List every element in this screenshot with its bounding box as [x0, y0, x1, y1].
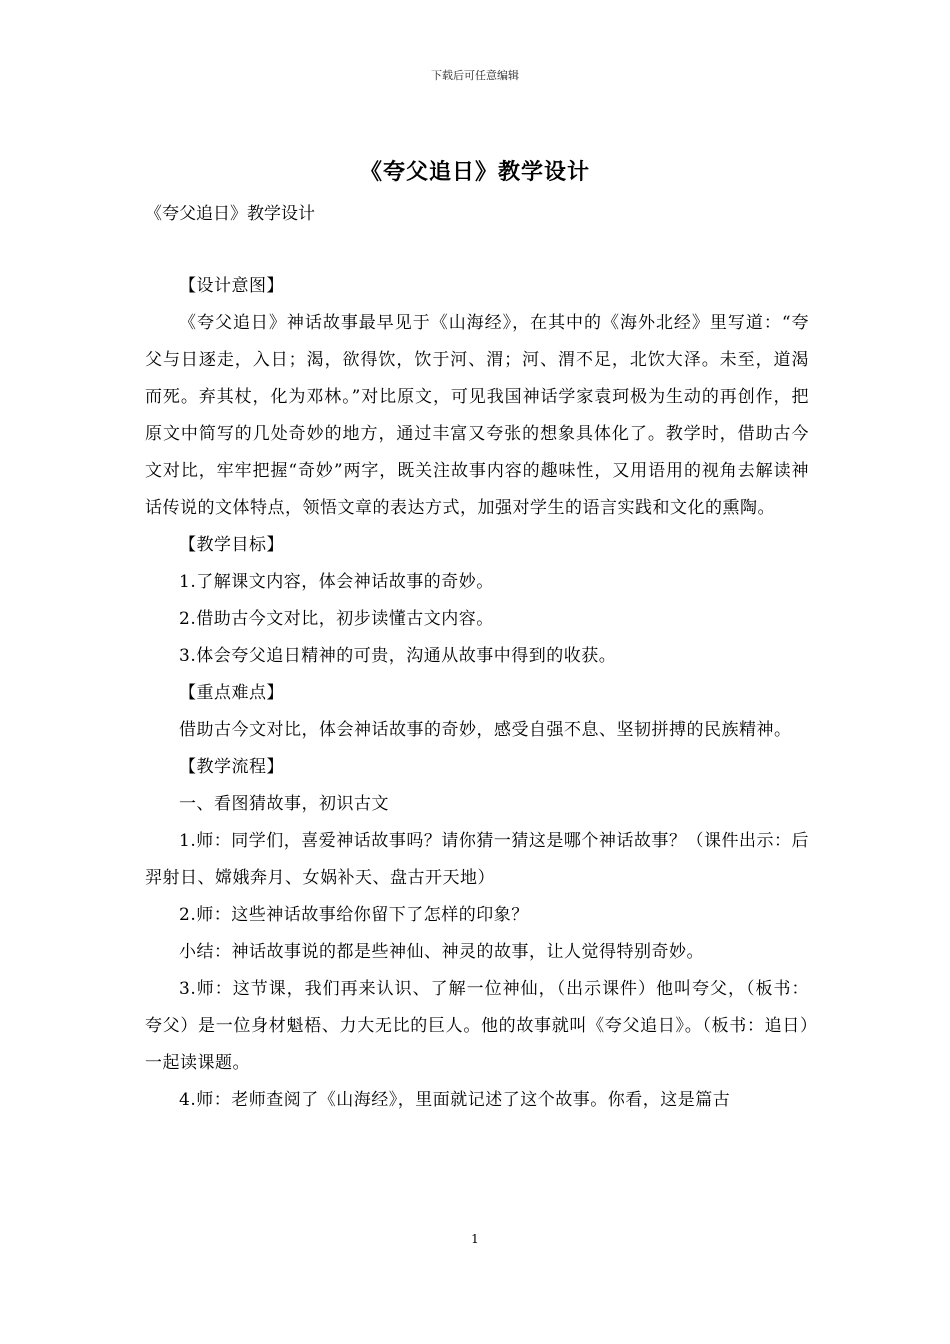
page-number: 1 — [471, 1232, 479, 1246]
section-heading-teaching-process: 【教学流程】 — [179, 757, 284, 777]
document-subtitle: 《夸父追日》教学设计 — [145, 204, 315, 224]
design-intent-paragraph: 《夸父追日》神话故事最早见于《山海经》，在其中的《海外北经》里写道：“夸父与日逐走，入日；渴，欲得饮，饮于河、渭；河、渭不足，北饮大泽。未至，道渴而死。弃其杖，化为邓林。”对比原文，可见我国神话学家袁珂极为生动的再创作，把原文中简写的几处奇妙的地方，通过丰富又夸张的想象具体化了。教学时，借助古今文对比，牢牢把握“奇妙”两字，既关注故事内容的趣味性，又用语用的视角去解读神话传说的文体特点，领悟文章的表达方式，加强对学生的语言实践和文化的熏陶。 — [145, 313, 809, 518]
process-paragraph: 2.师：这些神话故事给你留下了怎样的印象？ — [179, 905, 529, 925]
section-heading-teaching-goals: 【教学目标】 — [179, 535, 284, 555]
document-body — [145, 268, 809, 1119]
document-title: 《夸父追日》教学设计 — [359, 159, 590, 185]
header-note: 下载后可任意编辑 — [431, 69, 519, 82]
goal-item: 1.了解课文内容，体会神话故事的奇妙。 — [179, 572, 494, 592]
process-paragraph: 小结：神话故事说的都是些神仙、神灵的故事，让人觉得特别奇妙。 — [179, 942, 704, 962]
process-paragraph: 4.师：老师查阅了《山海经》，里面就记述了这个故事。你看，这是篇古 — [179, 1090, 731, 1110]
process-step-heading: 一、看图猜故事，初识古文 — [179, 794, 389, 814]
process-paragraph: 3.师：这节课，我们再来认识、了解一位神仙，（出示课件）他叫夸父，（板书：夸父）是一位身材魁梧、力大无比的巨人。他的故事就叫《夸父追日》。（板书：追日）一起读课题。 — [145, 979, 809, 1073]
key-points-paragraph: 借助古今文对比，体会神话故事的奇妙，感受自强不息、坚韧拼搏的民族精神。 — [179, 720, 792, 740]
process-paragraph: 1.师：同学们，喜爱神话故事吗？请你猜一猜这是哪个神话故事？（课件出示：后羿射日、嫦娥奔月、女娲补天、盘古开天地） — [145, 831, 809, 888]
goal-item: 2.借助古今文对比，初步读懂古文内容。 — [179, 609, 494, 629]
section-heading-key-points: 【重点难点】 — [179, 683, 284, 703]
goal-item: 3.体会夸父追日精神的可贵，沟通从故事中得到的收获。 — [179, 646, 617, 666]
section-heading-design-intent: 【设计意图】 — [179, 276, 284, 296]
